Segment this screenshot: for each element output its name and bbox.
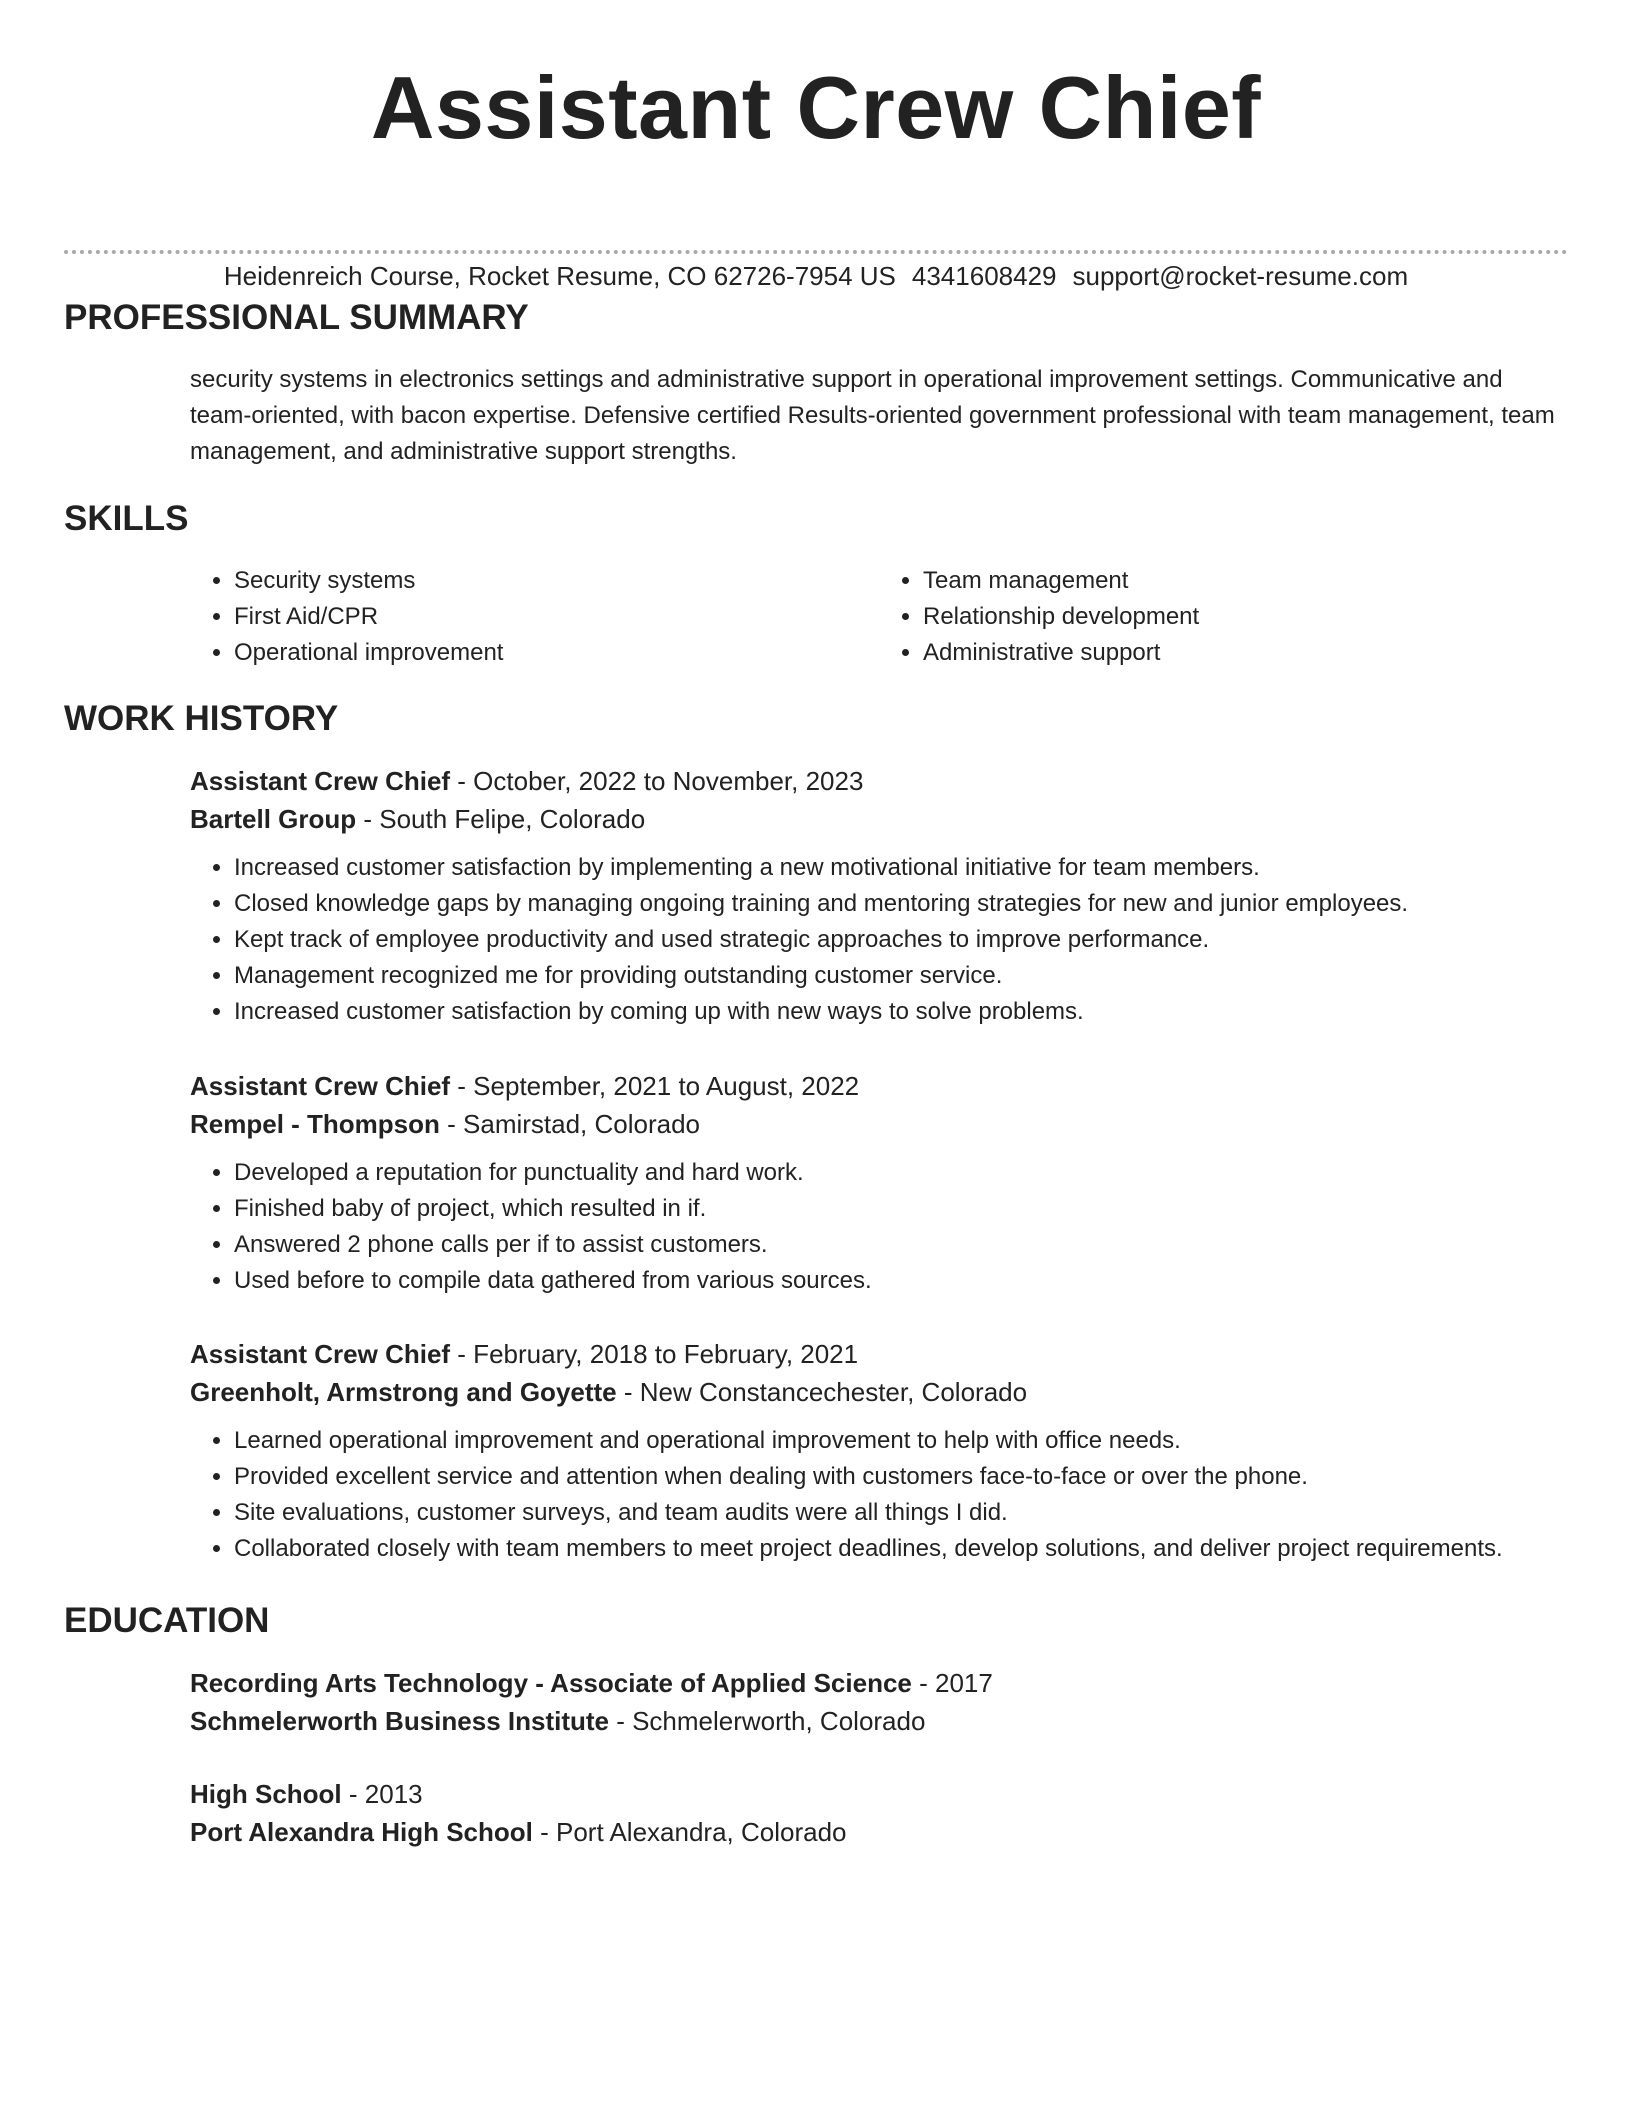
duty-item: • Learned operational improvement and operational improvement to help with office needs.: [234, 1423, 1568, 1459]
job-title: Assistant Crew Chief: [190, 766, 451, 796]
skill-item: • Administrative support: [923, 635, 1568, 671]
job-title: Assistant Crew Chief: [190, 1071, 451, 1101]
education-location: - Port Alexandra, Colorado: [532, 1817, 847, 1847]
job-company-line: [190, 1105, 1568, 1143]
job-company: Greenholt, Armstrong and Goyette: [190, 1377, 617, 1407]
job-duties: [190, 1155, 1568, 1299]
education-school: Schmelerworth Business Institute: [190, 1706, 609, 1736]
duty-item: • Answered 2 phone calls per if to assist customers.: [234, 1227, 1568, 1263]
skill-item: • Security systems: [234, 563, 879, 599]
candidate-name: Assistant Crew Chief: [370, 58, 1262, 157]
phone: 4341608429: [911, 261, 1057, 291]
job-entry: [190, 762, 1568, 1030]
job-company-line: [190, 800, 1568, 838]
skills-list: [190, 563, 1568, 671]
job-title-line: [190, 1335, 1568, 1373]
job-company: Rempel - Thompson: [190, 1109, 440, 1139]
education-degree: Recording Arts Technology - Associate of Applied Science: [190, 1668, 912, 1698]
duty-item: • Finished baby of project, which resulted in if.: [234, 1191, 1568, 1227]
education-school-line: [190, 1813, 1568, 1851]
summary-text: security systems in electronics settings and administrative support in operational improvement settings. Communicative and team-oriented, with bacon expertise. Defensive certified Results-oriented government professional with team management, team management, and administrative support strengths.: [190, 366, 1555, 465]
header-divider: [64, 250, 1568, 254]
skill-item: • Operational improvement: [234, 635, 879, 671]
education-school: Port Alexandra High School: [190, 1817, 533, 1847]
skill-item: • Team management: [923, 563, 1568, 599]
email: support@rocket-resume.com: [1072, 261, 1409, 291]
job-dates: - October, 2022 to November, 2023: [450, 766, 864, 796]
job-entry: [190, 1335, 1568, 1567]
education-entry: [190, 1664, 1568, 1740]
duty-item: • Increased customer satisfaction by coming up with new ways to solve problems.: [234, 994, 1568, 1030]
job-company: Bartell Group: [190, 804, 357, 834]
skills-column-right: [879, 563, 1568, 671]
job-dates: - February, 2018 to February, 2021: [450, 1339, 859, 1369]
education-year: - 2017: [911, 1668, 993, 1698]
job-dates: - September, 2021 to August, 2022: [450, 1071, 860, 1101]
job-duties: [190, 1423, 1568, 1567]
duty-item: • Site evaluations, customer surveys, and team audits were all things I did.: [234, 1495, 1568, 1531]
job-title-line: [190, 762, 1568, 800]
education-year: - 2013: [341, 1779, 423, 1809]
section-title-skills: SKILLS: [64, 499, 189, 538]
skill-item: • Relationship development: [923, 599, 1568, 635]
job-location: - South Felipe, Colorado: [356, 804, 646, 834]
education-school-line: [190, 1702, 1568, 1740]
job-entry: [190, 1067, 1568, 1299]
skills-column-left: [190, 563, 879, 671]
duty-item: • Kept track of employee productivity and used strategic approaches to improve performance.: [234, 922, 1568, 958]
job-duties: [190, 850, 1568, 1030]
section-title-work-history: WORK HISTORY: [64, 699, 339, 738]
skill-item: • First Aid/CPR: [234, 599, 879, 635]
job-company-line: [190, 1373, 1568, 1411]
education-degree-line: [190, 1775, 1568, 1813]
education-location: - Schmelerworth, Colorado: [608, 1706, 926, 1736]
education-degree-line: [190, 1664, 1568, 1702]
education-degree: High School: [190, 1779, 342, 1809]
education-entry: [190, 1775, 1568, 1851]
duty-item: • Closed knowledge gaps by managing ongoing training and mentoring strategies for new and junior employees.: [234, 886, 1568, 922]
address: Heidenreich Course, Rocket Resume, CO 62726-7954 US: [223, 261, 896, 291]
section-title-education: EDUCATION: [64, 1601, 270, 1640]
job-location: - Samirstad, Colorado: [439, 1109, 701, 1139]
section-title-summary: PROFESSIONAL SUMMARY: [64, 298, 529, 337]
job-title: Assistant Crew Chief: [190, 1339, 451, 1369]
duty-item: • Used before to compile data gathered from various sources.: [234, 1263, 1568, 1299]
duty-item: • Management recognized me for providing outstanding customer service.: [234, 958, 1568, 994]
duty-item: • Increased customer satisfaction by implementing a new motivational initiative for team members.: [234, 850, 1568, 886]
contact-line: [0, 260, 1632, 292]
job-title-line: [190, 1067, 1568, 1105]
job-location: - New Constancechester, Colorado: [616, 1377, 1028, 1407]
duty-item: • Developed a reputation for punctuality and hard work.: [234, 1155, 1568, 1191]
duty-item: • Provided excellent service and attention when dealing with customers face-to-face or over the phone.: [234, 1459, 1568, 1495]
duty-item: • Collaborated closely with team members to meet project deadlines, develop solutions, and deliver project requirements.: [234, 1531, 1568, 1567]
